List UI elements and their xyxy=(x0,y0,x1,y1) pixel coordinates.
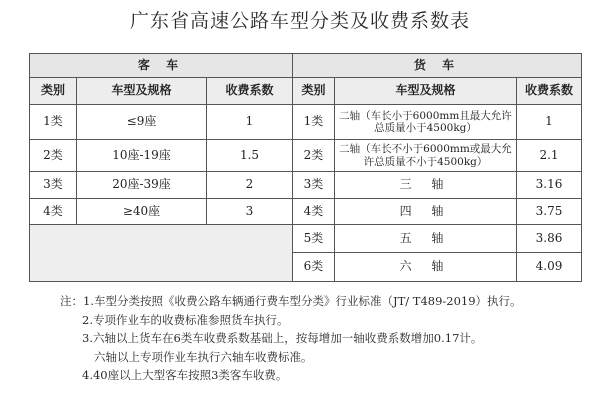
passenger-spec: 20座-39座 xyxy=(77,172,207,199)
passenger-category: 3类 xyxy=(30,172,77,199)
passenger-col-category: 类别 xyxy=(30,78,77,105)
note-line: 注：1.车型分类按照《收费公路车辆通行费车型分类》行业标准（JT/ T489-2019）执行。 xyxy=(60,294,522,308)
freight-spec: 六 轴 xyxy=(335,253,517,282)
passenger-col-coefficient: 收费系数 xyxy=(207,78,293,105)
notes-block xyxy=(60,292,590,385)
freight-section-header: 货 车 xyxy=(293,54,582,78)
freight-category: 5类 xyxy=(293,225,335,253)
passenger-spec: 10座-19座 xyxy=(77,140,207,172)
passenger-spec: ≤9座 xyxy=(77,105,207,140)
table-row xyxy=(30,172,582,199)
freight-category: 1类 xyxy=(293,105,335,140)
table-row xyxy=(30,199,582,225)
freight-col-category: 类别 xyxy=(293,78,335,105)
passenger-col-spec: 车型及规格 xyxy=(77,78,207,105)
freight-spec: 三 轴 xyxy=(335,172,517,199)
note-line: 六轴以上专项作业车执行六轴车收费标准。 xyxy=(94,349,313,364)
freight-coefficient: 4.09 xyxy=(517,253,582,282)
freight-col-spec: 车型及规格 xyxy=(335,78,517,105)
passenger-spec: ≥40座 xyxy=(77,199,207,225)
passenger-coefficient: 1.5 xyxy=(207,140,293,172)
freight-category: 6类 xyxy=(293,253,335,282)
empty-cell xyxy=(30,225,293,282)
freight-coefficient: 3.16 xyxy=(517,172,582,199)
freight-category: 4类 xyxy=(293,199,335,225)
freight-coefficient: 3.75 xyxy=(517,199,582,225)
passenger-coefficient: 3 xyxy=(207,199,293,225)
freight-spec: 五 轴 xyxy=(335,225,517,253)
freight-category: 3类 xyxy=(293,172,335,199)
passenger-category: 2类 xyxy=(30,140,77,172)
freight-coefficient: 2.1 xyxy=(517,140,582,172)
passenger-coefficient: 2 xyxy=(207,172,293,199)
passenger-category: 4类 xyxy=(30,199,77,225)
note-line: 3.六轴以上货车在6类车收费系数基础上，按每增加一轴收费系数增加0.17计。 xyxy=(82,331,483,345)
note-line: 4.40座以上大型客车按照3类客车收费。 xyxy=(82,368,288,382)
table-row xyxy=(30,140,582,172)
passenger-category: 1类 xyxy=(30,105,77,140)
freight-coefficient: 1 xyxy=(517,105,582,140)
passenger-section-header: 客 车 xyxy=(30,54,293,78)
table-row xyxy=(30,105,582,140)
freight-category: 2类 xyxy=(293,140,335,172)
passenger-coefficient: 1 xyxy=(207,105,293,140)
freight-spec: 四 轴 xyxy=(335,199,517,225)
freight-coefficient: 3.86 xyxy=(517,225,582,253)
fee-coefficient-table xyxy=(29,53,582,282)
table-row xyxy=(30,225,582,253)
note-line: 2.专项作业车的收费标准参照货车执行。 xyxy=(82,312,289,327)
freight-spec: 二轴（车长不小于6000mm或最大允许总质量不小于4500kg） xyxy=(335,140,517,172)
document-title: 广东省高速公路车型分类及收费系数表 xyxy=(129,10,470,32)
freight-spec: 二轴（车长小于6000mm且最大允许总质量小于4500kg） xyxy=(335,105,517,140)
freight-col-coefficient: 收费系数 xyxy=(517,78,582,105)
